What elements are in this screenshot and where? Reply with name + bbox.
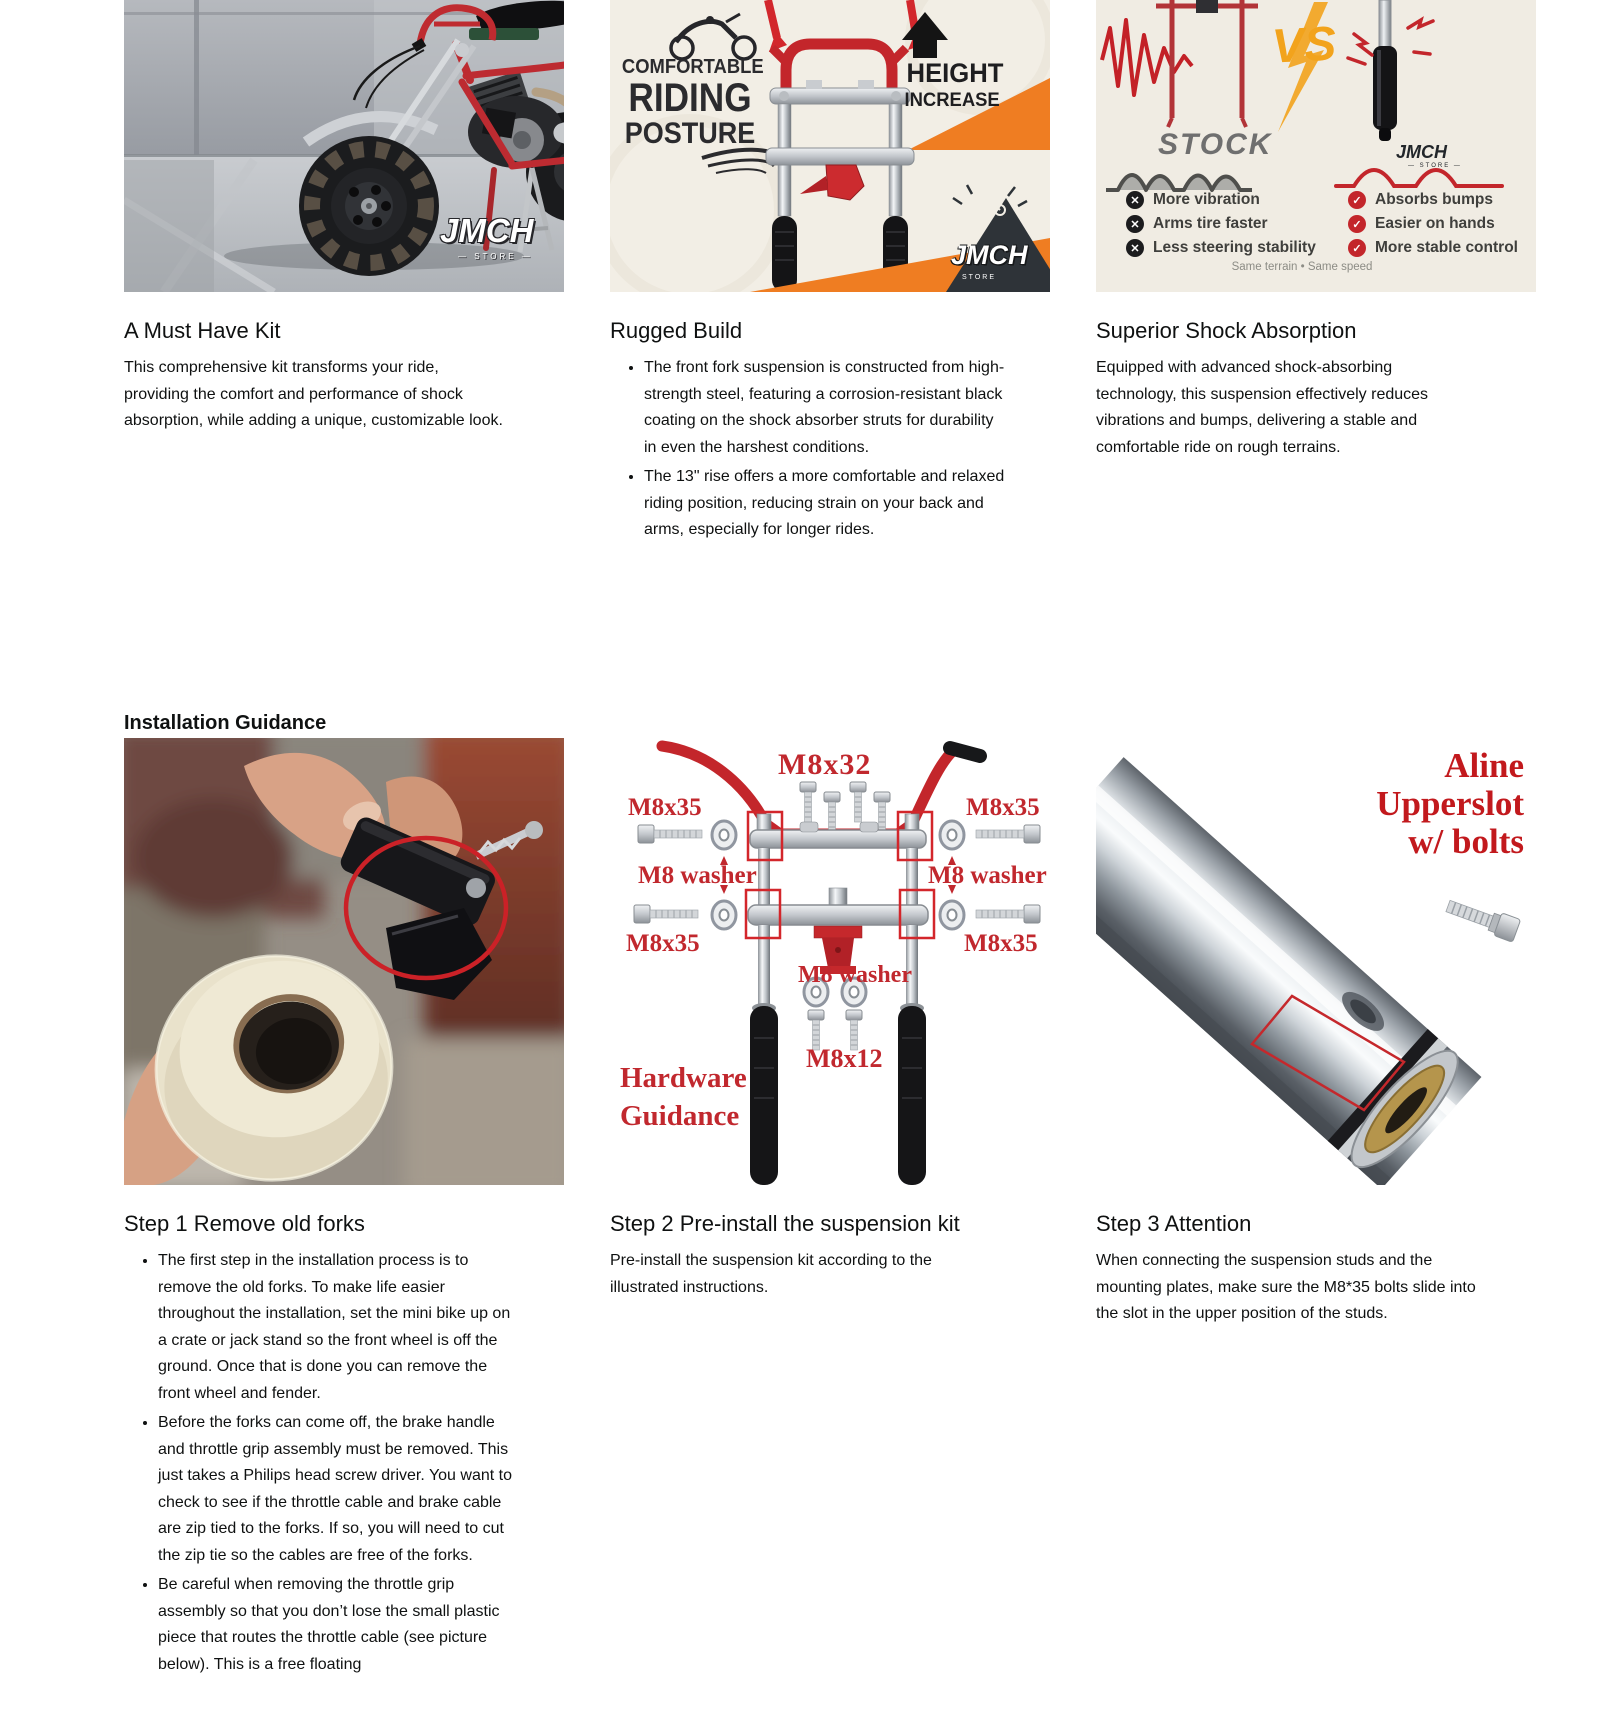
check-icon: ✓ <box>1348 191 1366 209</box>
vs-label: VS <box>1270 17 1338 74</box>
step-column-preinstall-kit <box>610 738 1050 1301</box>
con-text: Arms tire faster <box>1153 215 1268 232</box>
pro-item <box>1348 191 1493 209</box>
jmch-logo-text: JMCH <box>1396 142 1448 162</box>
label-m8x32: M8x32 <box>778 748 872 781</box>
con-item <box>1126 191 1260 209</box>
step-title: Step 1 Remove old forks <box>124 1211 365 1236</box>
label-m8x35-left-lower: M8x35 <box>626 930 700 957</box>
bike-photo-image <box>124 0 564 292</box>
feature-bullet: • The front fork suspension is constructed from high-strength steel, featuring a corrosion-resistant black coating on the shock absorber struts for durability in even the harshest conditions. <box>644 355 1008 461</box>
hardware-diagram-image <box>610 738 1050 1185</box>
front-wheel <box>299 136 439 276</box>
posture-subtitle-text: POSTURE <box>624 117 756 150</box>
comparison-image <box>1096 0 1536 292</box>
label-m8x12: M8x12 <box>806 1044 883 1073</box>
pro-text: Easier on hands <box>1375 215 1495 232</box>
riding-posture-image <box>610 0 1050 292</box>
step-title: Step 2 Pre-install the suspension kit <box>610 1211 960 1236</box>
label-m8-washer-right: M8 washer <box>928 862 1047 889</box>
attention-caption-line3: w/ bolts <box>1408 822 1524 861</box>
posture-title-text: RIDING <box>628 76 752 120</box>
step-column-attention <box>1096 738 1536 1328</box>
step-bullets <box>124 1248 522 1678</box>
check-icon: ✓ <box>1348 239 1366 257</box>
step1-photo-art <box>124 738 564 1185</box>
feature-bullets <box>610 355 1008 544</box>
step1-photo-image <box>124 738 564 1185</box>
feature-bullet: • The 13" rise offers a more comfortable and relaxed riding position, reducing strain on your back and arms, especially for longer rides. <box>644 464 1008 544</box>
step-title: Step 3 Attention <box>1096 1211 1252 1236</box>
feature-column-rugged-build <box>610 0 1050 547</box>
hardware-caption-line1: Hardware <box>620 1062 747 1094</box>
comparison-footnote: Same terrain • Same speed <box>1231 261 1373 273</box>
pro-text: More stable control <box>1375 239 1518 256</box>
jmch-logo-sub: — STORE — <box>458 252 533 261</box>
label-m8-washer-center: M8 washer <box>798 962 912 988</box>
increase-text: INCREASE <box>904 90 1000 111</box>
feature-paragraph: This comprehensive kit transforms your ride, providing the comfort and performance of shock absorption, while adding a unique, customizable look. <box>124 359 503 429</box>
feature-column-must-have-kit <box>124 0 564 435</box>
step-paragraph: When connecting the suspension studs and the mounting plates, make sure the M8*35 bolts slide into the slot in the upper position of the studs. <box>1096 1252 1476 1322</box>
x-icon: ✕ <box>1126 239 1144 257</box>
jmch-logo-sub: STORE <box>962 274 996 281</box>
x-icon: ✕ <box>1126 191 1144 209</box>
x-icon: ✕ <box>1126 215 1144 233</box>
attention-caption-line1: Aline <box>1444 746 1524 785</box>
feature-title: Superior Shock Absorption <box>1096 318 1357 343</box>
attention-image <box>1096 738 1536 1185</box>
jmch-logo-sub: — STORE — <box>1408 163 1462 169</box>
step-column-remove-old-forks <box>124 738 564 1681</box>
pro-item <box>1348 239 1518 257</box>
step-bullet: • Be careful when removing the throttle grip assembly so that you don’t lose the small plastic piece that routes the throttle cable (see picture below). This is a free floating <box>158 1572 522 1678</box>
check-icon: ✓ <box>1348 215 1366 233</box>
feature-title: Rugged Build <box>610 318 743 343</box>
section-heading: Installation Guidance <box>124 711 327 734</box>
label-m8x35-left-upper: M8x35 <box>628 794 702 821</box>
con-text: More vibration <box>1153 191 1260 208</box>
feature-paragraph: Equipped with advanced shock-absorbing technology, this suspension effectively reduces vibrations and bumps, delivering a stable and comfortable ride on rough terrains. <box>1096 359 1429 456</box>
label-m8-washer-left: M8 washer <box>638 862 757 889</box>
step-bullet: • Before the forks can come off, the brake handle and throttle grip assembly must be removed. This just takes a Philips head screw driver. You want to check to see if the throttle cable and brake cable are zip tied to the forks. If so, you will need to cut the zip tie so the cables are free of the forks. <box>158 1410 522 1569</box>
label-m8x35-right-lower: M8x35 <box>964 930 1038 957</box>
jmch-logo-text: JMCH <box>951 240 1028 270</box>
step-bullet: • The first step in the installation process is to remove the old forks. To make life easier throughout the installation, set the mini bike up on a crate or jack stand so the front wheel is off the ground. Once that is done you can remove the front wheel and fender. <box>158 1248 522 1407</box>
jmch-logo: JMCH <box>440 212 534 249</box>
feature-title: A Must Have Kit <box>124 318 281 343</box>
con-text: Less steering stability <box>1153 239 1316 256</box>
pro-item <box>1348 215 1495 233</box>
feature-column-shock-absorption <box>1096 0 1536 461</box>
con-item <box>1126 215 1268 233</box>
label-m8x35-right-upper: M8x35 <box>966 794 1040 821</box>
height-text: HEIGHT <box>906 58 1004 88</box>
pro-text: Absorbs bumps <box>1375 191 1493 208</box>
con-item <box>1126 239 1316 257</box>
attention-caption-line2: Upperslot <box>1376 784 1524 823</box>
posture-kicker-text: COMFORTABLE <box>621 56 764 78</box>
step-paragraph: Pre-install the suspension kit according to the illustrated instructions. <box>610 1252 932 1296</box>
stock-label: STOCK <box>1158 128 1273 161</box>
hardware-caption-line2: Guidance <box>620 1100 740 1132</box>
